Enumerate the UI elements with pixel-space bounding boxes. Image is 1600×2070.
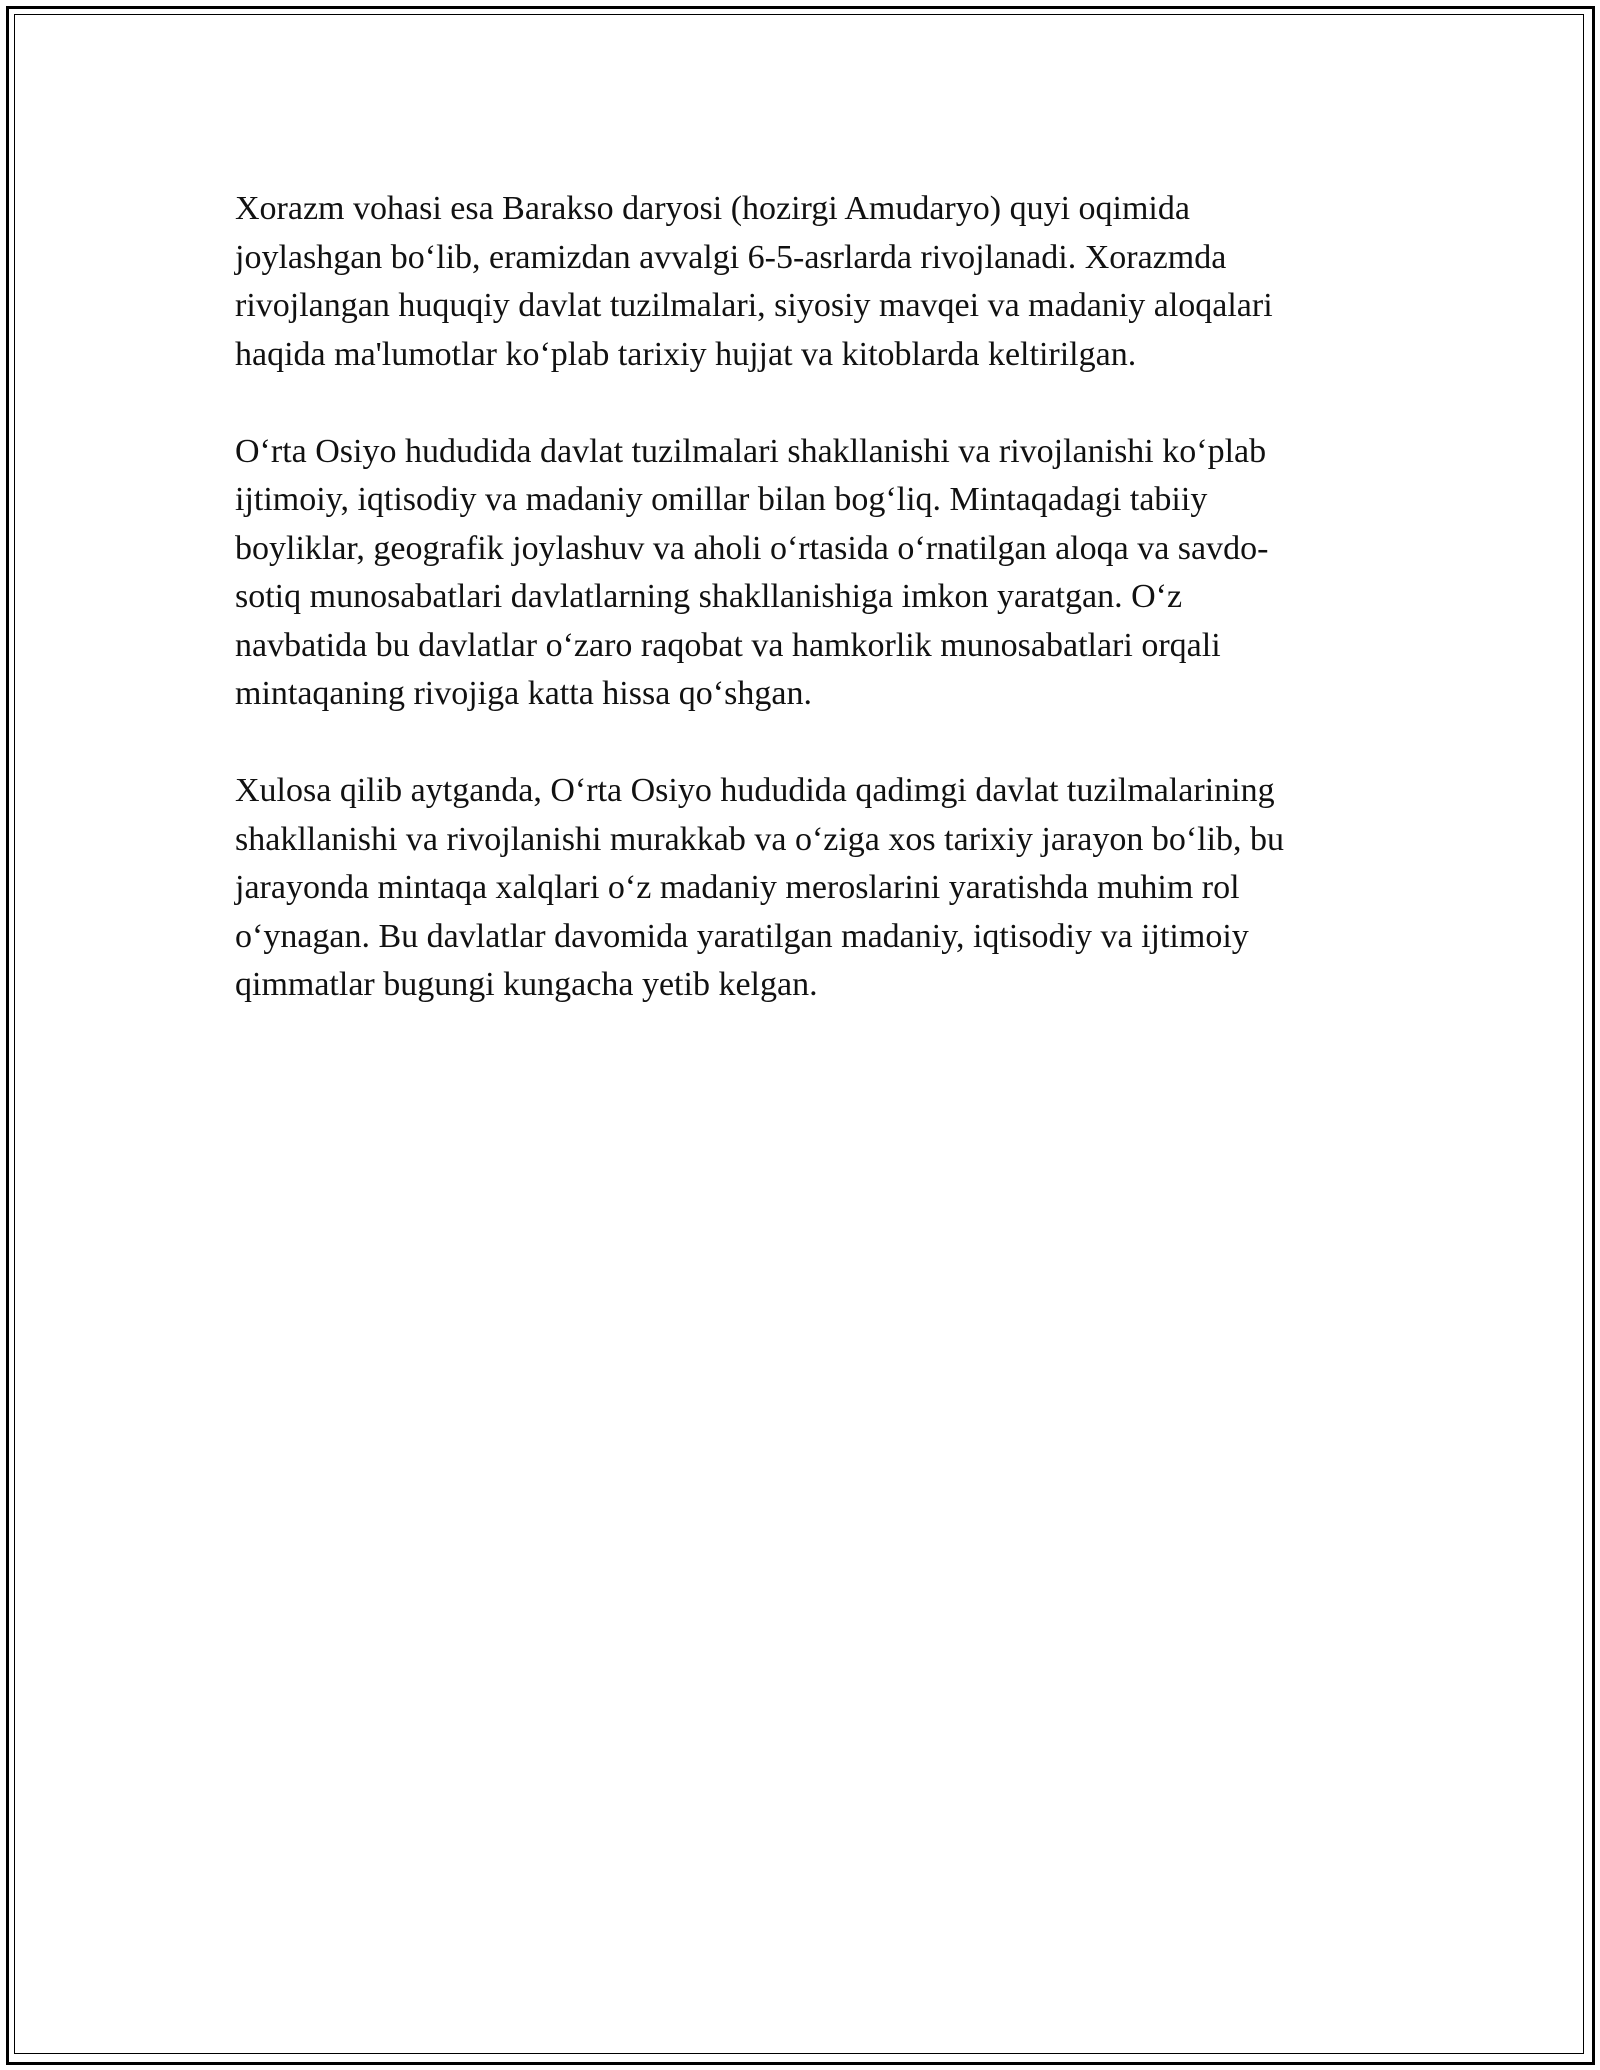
paragraph-orta-osiyo	[235, 428, 1370, 719]
text-line: qimmatlar bugungi kungacha yetib kelgan.	[235, 966, 818, 1003]
text-line: Xorazm vohasi esa Barakso daryosi (hozirgi Amudaryo) quyi oqimida	[235, 190, 1190, 227]
text-line: ijtimoiy, iqtisodiy va madaniy omillar bilan bog‘liq. Mintaqadagi tabiiy	[235, 481, 1208, 518]
text-line: navbatida bu davlatlar o‘zaro raqobat va hamkorlik munosabatlari orqali	[235, 626, 1221, 664]
document-body	[235, 185, 1370, 1058]
paragraph-xulosa	[235, 767, 1370, 1010]
text-line: sotiq munosabatlari davlatlarning shakllanishiga imkon yaratgan. O‘z	[235, 578, 1183, 615]
text-line: rivojlangan huquqiy davlat tuzilmalari, siyosiy mavqei va madaniy aloqalari	[235, 287, 1273, 324]
text-line: jarayonda mintaqa xalqlari o‘z madaniy meroslarini yaratishda muhim rol	[235, 869, 1240, 906]
text-line: O‘rta Osiyo hududida davlat tuzilmalari shakllanishi va rivojlanishi ko‘plab	[235, 432, 1267, 470]
paragraph-xorazm	[235, 185, 1370, 379]
text-line: boyliklar, geografik joylashuv va aholi o‘rtasida o‘rnatilgan aloqa va savdo-	[235, 529, 1269, 567]
text-line: Xulosa qilib aytganda, O‘rta Osiyo hududida qadimgi davlat tuzilmalarining	[235, 772, 1275, 809]
text-line: o‘ynagan. Bu davlatlar davomida yaratilgan madaniy, iqtisodiy va ijtimoiy	[235, 917, 1249, 955]
text-line: mintaqaning rivojiga katta hissa qo‘shgan.	[235, 675, 812, 712]
text-line: shakllanishi va rivojlanishi murakkab va o‘ziga xos tarixiy jarayon bo‘lib, bu	[235, 820, 1285, 858]
text-line: joylashgan bo‘lib, eramizdan avvalgi 6-5-asrlarda rivojlanadi. Xorazmda	[235, 238, 1227, 276]
text-line: haqida ma'lumotlar ko‘plab tarixiy hujjat va kitoblarda keltirilgan.	[235, 335, 1137, 373]
